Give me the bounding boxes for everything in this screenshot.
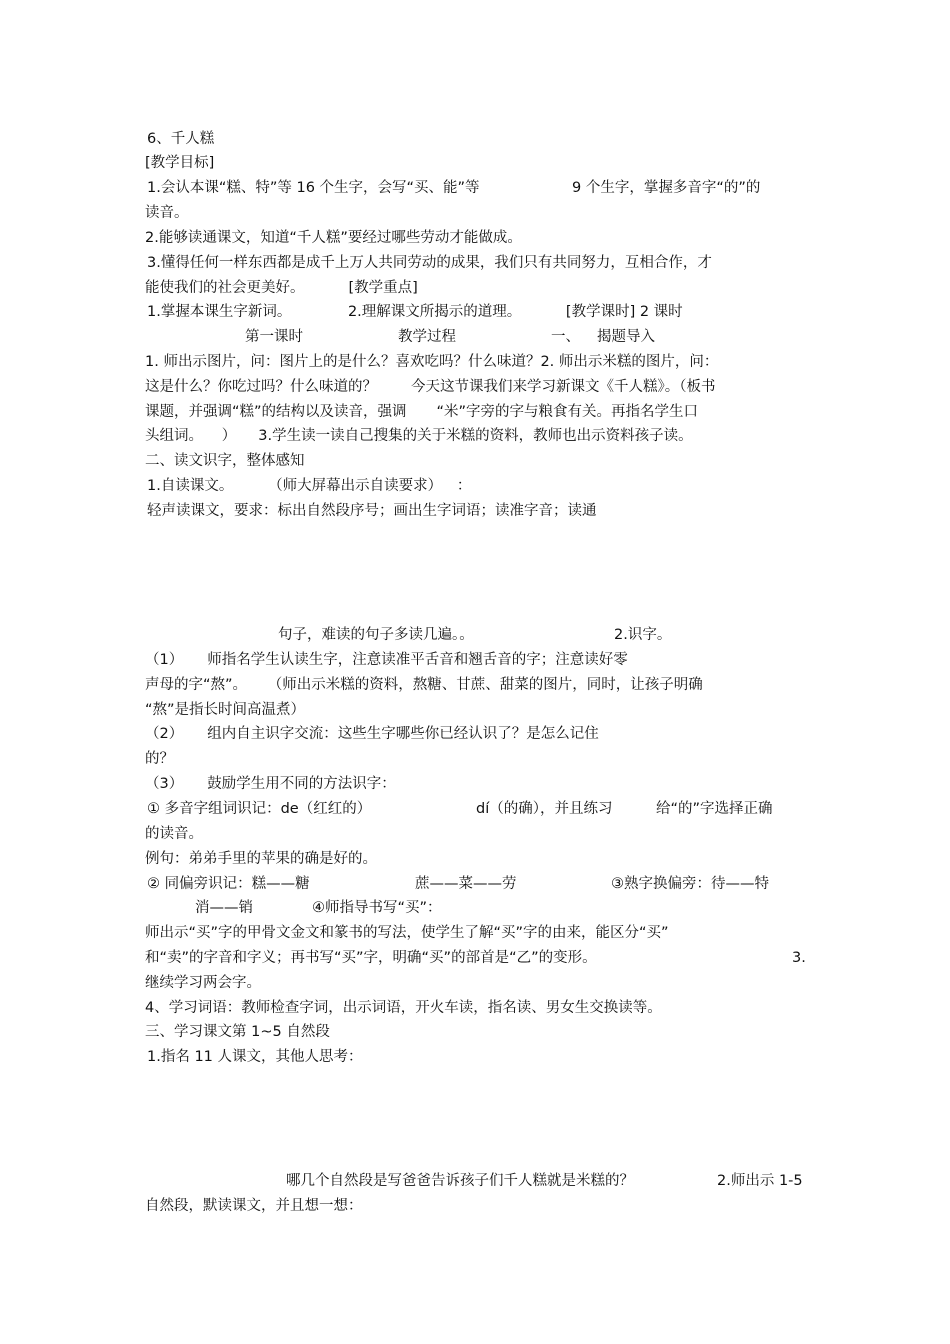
method-1-line-2: 的读音。 bbox=[145, 826, 203, 842]
method-3: ③熟字换偏旁：待——特 bbox=[611, 876, 769, 892]
key-points-line bbox=[147, 302, 683, 322]
self-read-requirements-cont: 句子，难读的句子多读几遍。。 bbox=[278, 627, 474, 643]
para-1-line-4: 头组词。 ） 3.学生读一读自己搜集的关于米糕的资料，教师也出示资料孩子读。 bbox=[145, 428, 693, 444]
section-1-title: 揭题导入 bbox=[597, 329, 655, 345]
method-4: ④师指导书写“买”： bbox=[312, 900, 442, 916]
para-1-line-2: 这是什么？你吃过吗？什么味道的？ 今天这节课我们来学习新课文《千人糕》。（板书 bbox=[145, 379, 716, 395]
step-3-line: （3） 鼓励学生用不同的方法识字： bbox=[145, 776, 396, 792]
example-sentence: 例句：弟弟手里的苹果的确是好的。 bbox=[145, 851, 377, 867]
goal-1-line-2: 读音。 bbox=[145, 205, 189, 221]
step-2-line-2: 的？ bbox=[145, 751, 174, 767]
goal-3-line-2: 能使我们的社会更美好。 [教学重点] bbox=[145, 280, 418, 296]
para-1-line-3: 课题，并强调“糕”的结构以及读音，强调 “米”字旁的字与粮食有关。再指名学生口 bbox=[145, 404, 699, 420]
method-2-cont: 蔗——菜——劳 bbox=[415, 876, 517, 892]
self-read-requirements: 轻声读课文，要求：标出自然段序号；画出生字词语；读准字音；读通 bbox=[147, 503, 597, 519]
step-1-line-1: （1） 师指名学生认读生字，注意读准平舌音和翘舌音的字；注意读好零 bbox=[145, 652, 628, 668]
step-1-line-3: “熬”是指长时间高温煮） bbox=[145, 702, 306, 718]
section-2-title: 二、读文识字，整体感知 bbox=[145, 453, 305, 469]
lesson-title: 6、千人糕 bbox=[147, 131, 215, 147]
literacy-step: 2.识字。 bbox=[614, 627, 672, 643]
para-2-step-3: 3. bbox=[792, 950, 806, 966]
section-3-step-2: 2.师出示 1-5 bbox=[717, 1173, 803, 1189]
goal-2: 2.能够读通课文，知道“千人糕”要经过哪些劳动才能做成。 bbox=[145, 230, 522, 246]
section-3-question: 哪几个自然段是写爸爸告诉孩子们千人糕就是米糕的？ bbox=[286, 1173, 634, 1189]
method-1-line-1-c: 给“的”字选择正确 bbox=[656, 801, 773, 817]
step-2-line-1: （2） 组内自主识字交流：这些生字哪些你已经认识了？是怎么记住 bbox=[145, 726, 599, 742]
method-1-line-1-b: dí（的确），并且练习 bbox=[476, 801, 613, 817]
class-hours: [教学课时] 2 课时 bbox=[565, 304, 683, 320]
lesson-1-label: 第一课时 bbox=[245, 329, 303, 345]
key-point-2: 2.理解课文所揭示的道理。 bbox=[347, 304, 522, 320]
teaching-process-label: 教学过程 bbox=[398, 329, 456, 345]
step-1-line-2: 声母的字“熬”。 （师出示米糕的资料，熬糖、甘蔗、甜菜的图片，同时，让孩子明确 bbox=[145, 677, 703, 693]
section-3-title: 三、学习课文第 1~5 自然段 bbox=[145, 1024, 330, 1040]
para-1-line-1: 1. 师出示图片，问：图片上的是什么？喜欢吃吗？什么味道？2. 师出示米糕的图片，问： bbox=[145, 354, 719, 370]
goal-1-line-1-cont: 9 个生字，掌握多音字“的”的 bbox=[572, 180, 761, 196]
para-2-line-1: 师出示“买”字的甲骨文金文和篆书的写法，使学生了解“买”字的由来，能区分“买” bbox=[145, 925, 669, 941]
goals-header: [教学目标] bbox=[145, 155, 215, 171]
para-2-line-2: 和“卖”的字音和字义；再书写“买”字，明确“买”的部首是“乙”的变形。 bbox=[145, 950, 597, 966]
goal-3-line-1: 3.懂得任何一样东西都是成千上万人共同劳动的成果，我们只有共同努力，互相合作，才 bbox=[147, 255, 712, 271]
method-3-cont: 消——销 bbox=[195, 900, 253, 916]
method-1-line-1: ① 多音字组词识记：de（红红的） bbox=[147, 801, 372, 817]
key-point-1: 1.掌握本课生字新词。 bbox=[147, 304, 292, 320]
method-2: ② 同偏旁识记：糕——糖 bbox=[147, 876, 310, 892]
para-2-line-3: 继续学习两会字。 bbox=[145, 975, 261, 991]
key-header: [教学重点] bbox=[348, 280, 418, 296]
step-4-words: 4、学习词语：教师检查字词，出示词语，开火车读，指名读、男女生交换读等。 bbox=[145, 1000, 662, 1016]
section-1-number: 一、 bbox=[551, 329, 580, 345]
goal-1-line-1: 1.会认本课“糕、特”等 16 个生字，会写“买、能”等 bbox=[147, 180, 480, 196]
self-read-line: 1.自读课文。 （师大屏幕出示自读要求） ： bbox=[147, 478, 472, 494]
section-3-step-1: 1.指名 11 人课文，其他人思考： bbox=[147, 1049, 363, 1065]
section-3-step-2-cont: 自然段，默读课文，并且想一想： bbox=[145, 1198, 363, 1214]
